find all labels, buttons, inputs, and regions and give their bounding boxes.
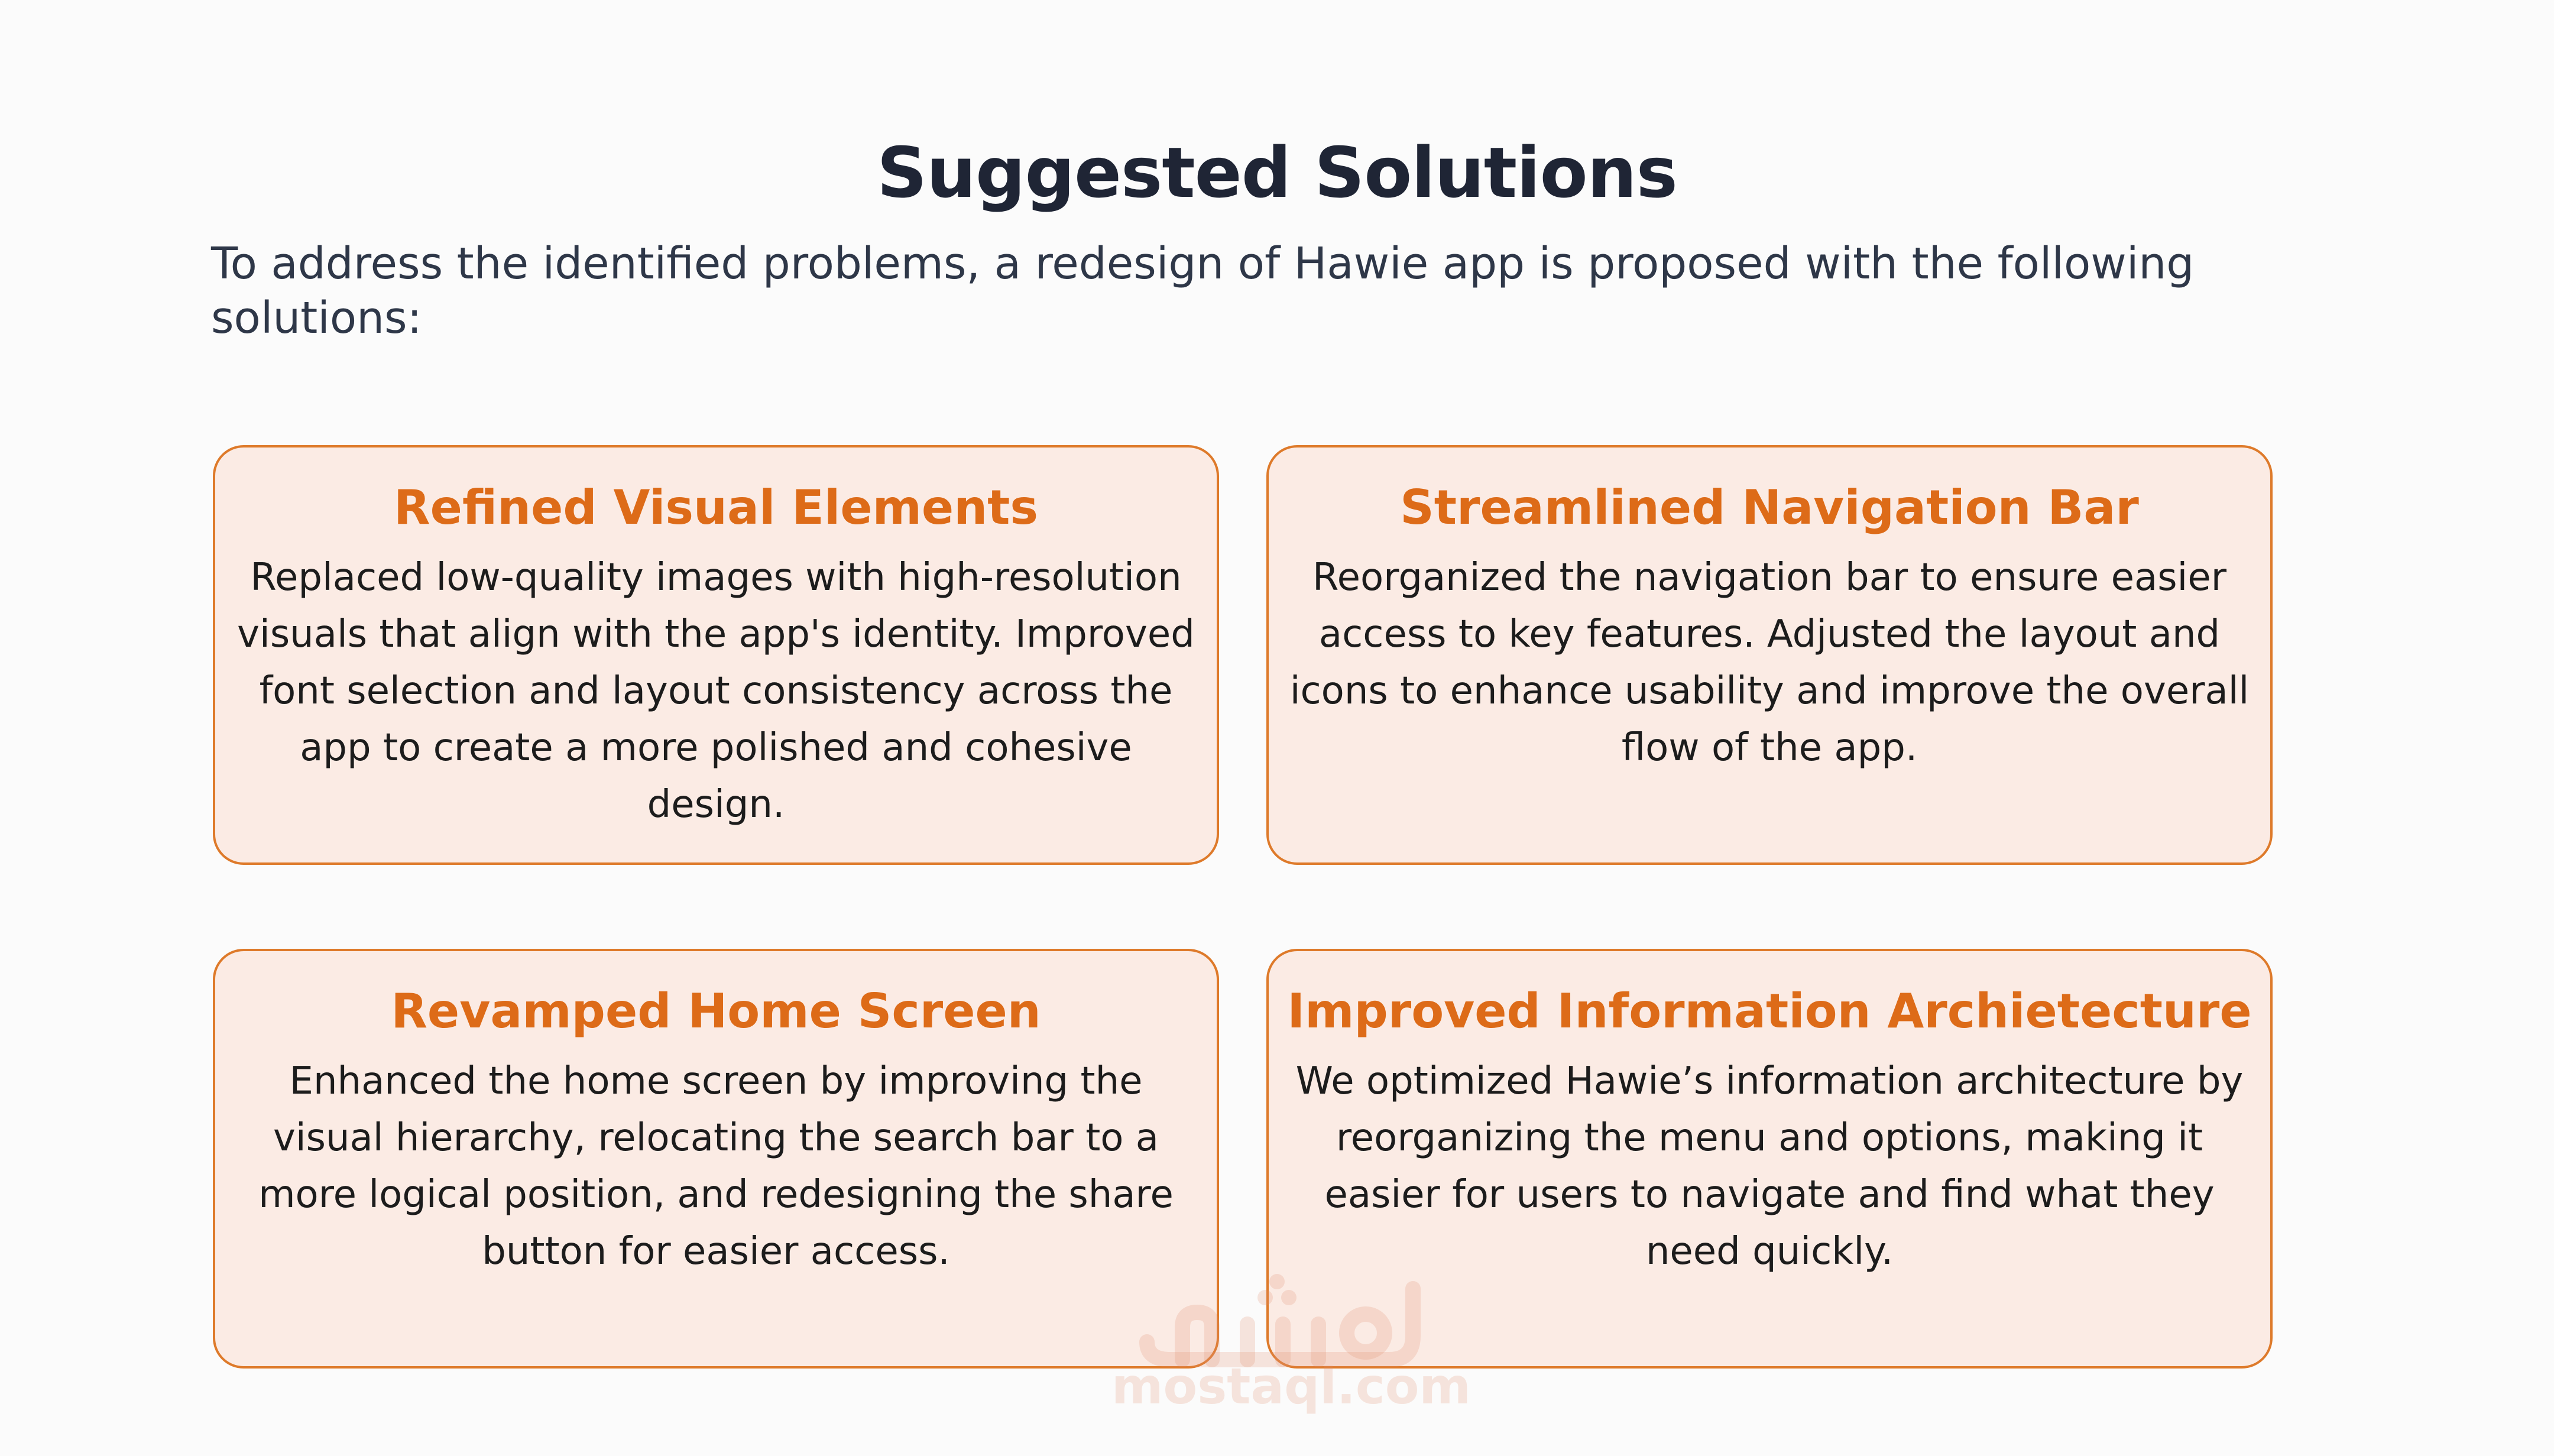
card-title: Streamlined Navigation Bar xyxy=(1400,480,2139,535)
solution-card-refined-visual-elements xyxy=(213,445,1219,865)
card-title: Revamped Home Screen xyxy=(391,984,1041,1039)
watermark-site: mostaql.com xyxy=(1111,1357,1471,1415)
solution-card-revamped-home-screen xyxy=(213,949,1219,1369)
card-title: Refined Visual Elements xyxy=(394,480,1038,535)
card-title: Improved Information Archietecture xyxy=(1287,984,2252,1039)
intro-text: To address the identified problems, a redesign of Hawie app is proposed with the following solutions: xyxy=(211,238,2195,343)
card-description: Replaced low-quality images with high-resolution visuals that align with the app's identity. Improved font selection and layout consistency across the app to create a more polished and cohesive design. xyxy=(237,556,1195,826)
solution-card-streamlined-navigation-bar xyxy=(1266,445,2273,865)
card-description: We optimized Hawie’s information architecture by reorganizing the menu and options, making it easier for users to navigate and find what they need quickly. xyxy=(1295,1059,2244,1273)
page-title: Suggested Solutions xyxy=(877,132,1677,214)
mostaql-watermark xyxy=(1111,1271,1471,1415)
card-description: Enhanced the home screen by improving the visual hierarchy, relocating the search bar to a more logical position, and redesigning the share button for easier access. xyxy=(258,1059,1174,1273)
card-description: Reorganized the navigation bar to ensure easier access to key features. Adjusted the layout and icons to enhance usability and improve the overall flow of the app. xyxy=(1289,556,2250,770)
mostaql-logo-icon xyxy=(1111,1271,1443,1371)
